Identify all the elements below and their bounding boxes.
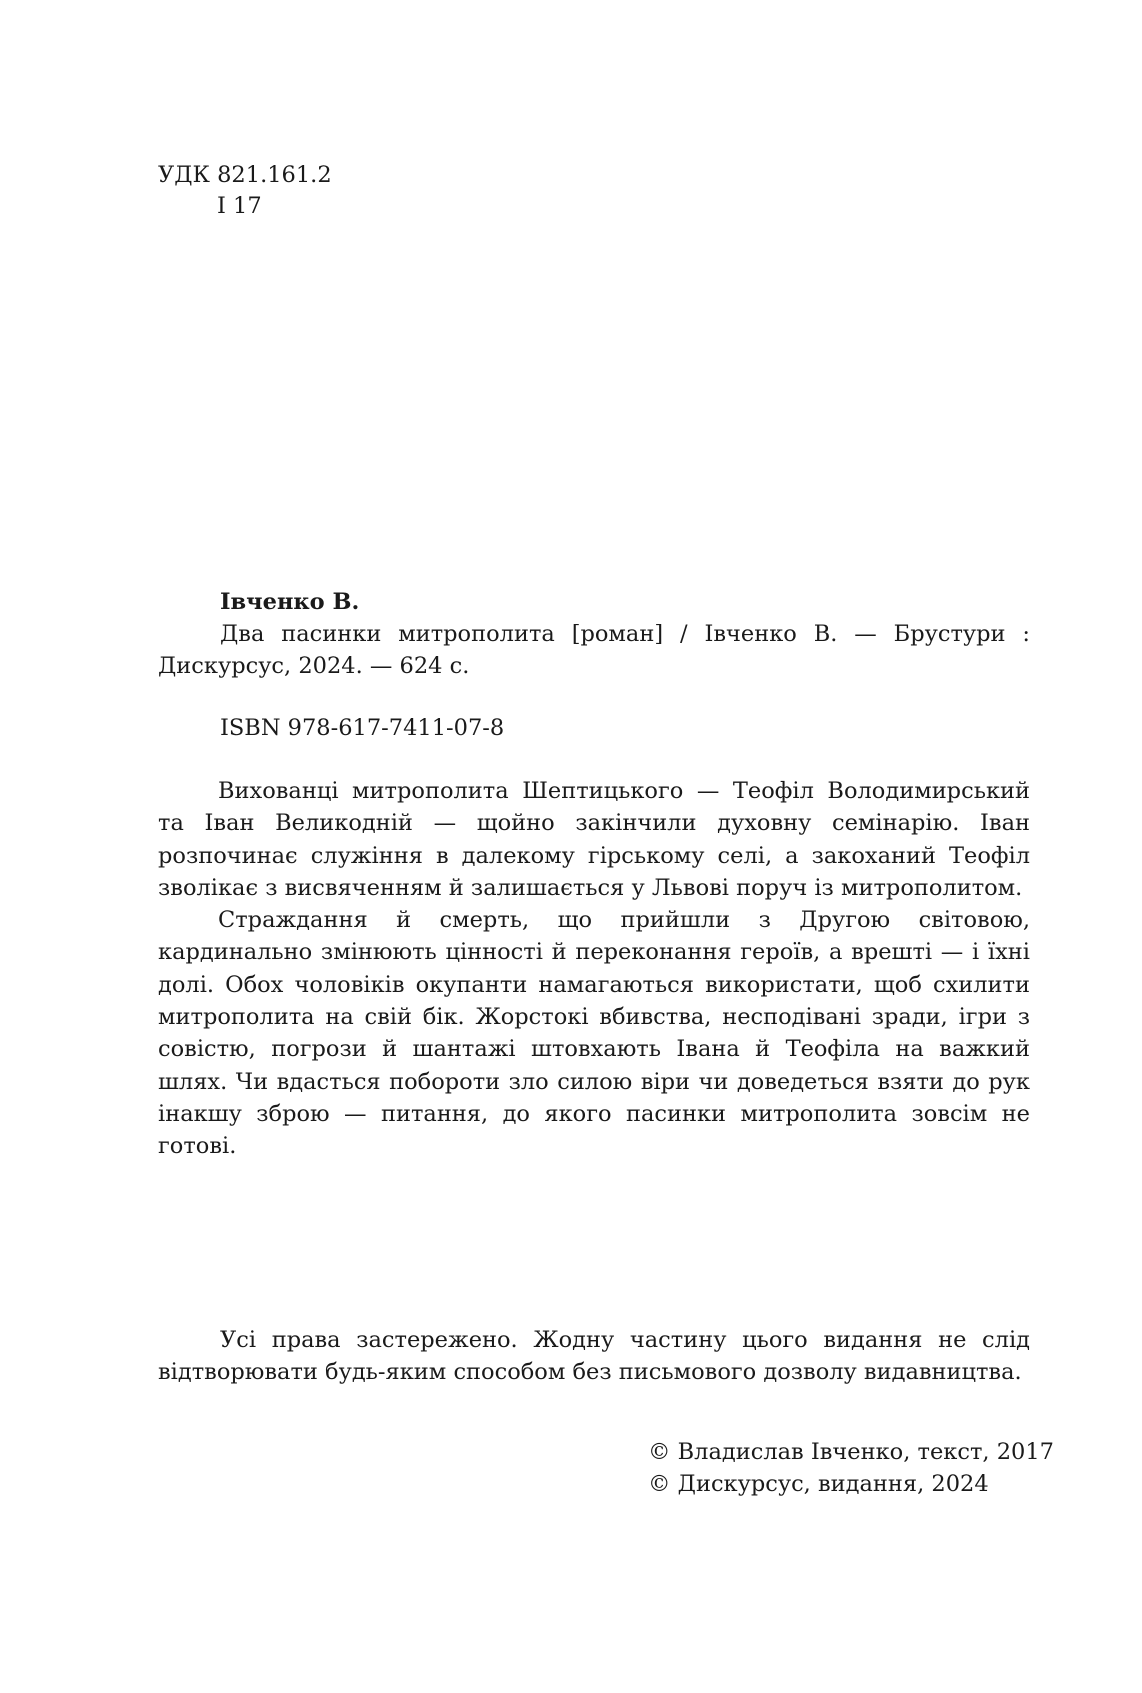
copyright-text: © Владислав Івченко, текст, 2017 [648, 1439, 1054, 1465]
udk-code: УДК 821.161.2 [158, 162, 332, 188]
bibliographic-record [158, 586, 1030, 682]
annotation [158, 775, 1030, 1163]
copyright-lines [648, 1436, 1054, 1500]
annotation-paragraph: Вихованці митрополита Шептицького — Теофіл Володимирський та Іван Великодній — щойно закінчили духовну семінарію. Іван розпочинає служіння в далекому гірському селі, а закоханий Теофіл зволікає з висвяченням й залишається у Львові поруч із митрополитом. [158, 778, 1030, 901]
bibliographic-citation: Два пасинки митрополита [роман] / Івченко В. — Брустури : Дискурсус, 2024. — 624 с. [158, 621, 1030, 679]
author-mark: І 17 [217, 193, 262, 219]
isbn: ISBN 978-617-7411-07-8 [220, 715, 505, 741]
annotation-paragraph: Страждання й смерть, що прийшли з Другою світовою, кардинально змінюють цінності й переконання героїв, а врешті — і їхні долі. Обох чоловіків окупанти намагаються використати, щоб схилити митрополита на свій бік. Жорстокі вбивства, несподівані зради, ігри з совістю, погрози й шантажі штовхають Івана й Теофіла на важкий шлях. Чи вдасться побороти зло силою віри чи доведеться взяти до рук інакшу зброю — питання, до якого пасинки митрополита зовсім не готові. [158, 907, 1030, 1160]
rights-notice: Усі права застережено. Жодну частину цього видання не слід відтворювати будь-яким способом без письмового дозволу видавництва. [158, 1327, 1030, 1385]
author-heading: Івченко В. [220, 589, 360, 615]
copyright-edition: © Дискурсус, видання, 2024 [648, 1471, 989, 1497]
udk-classification [158, 160, 1030, 222]
